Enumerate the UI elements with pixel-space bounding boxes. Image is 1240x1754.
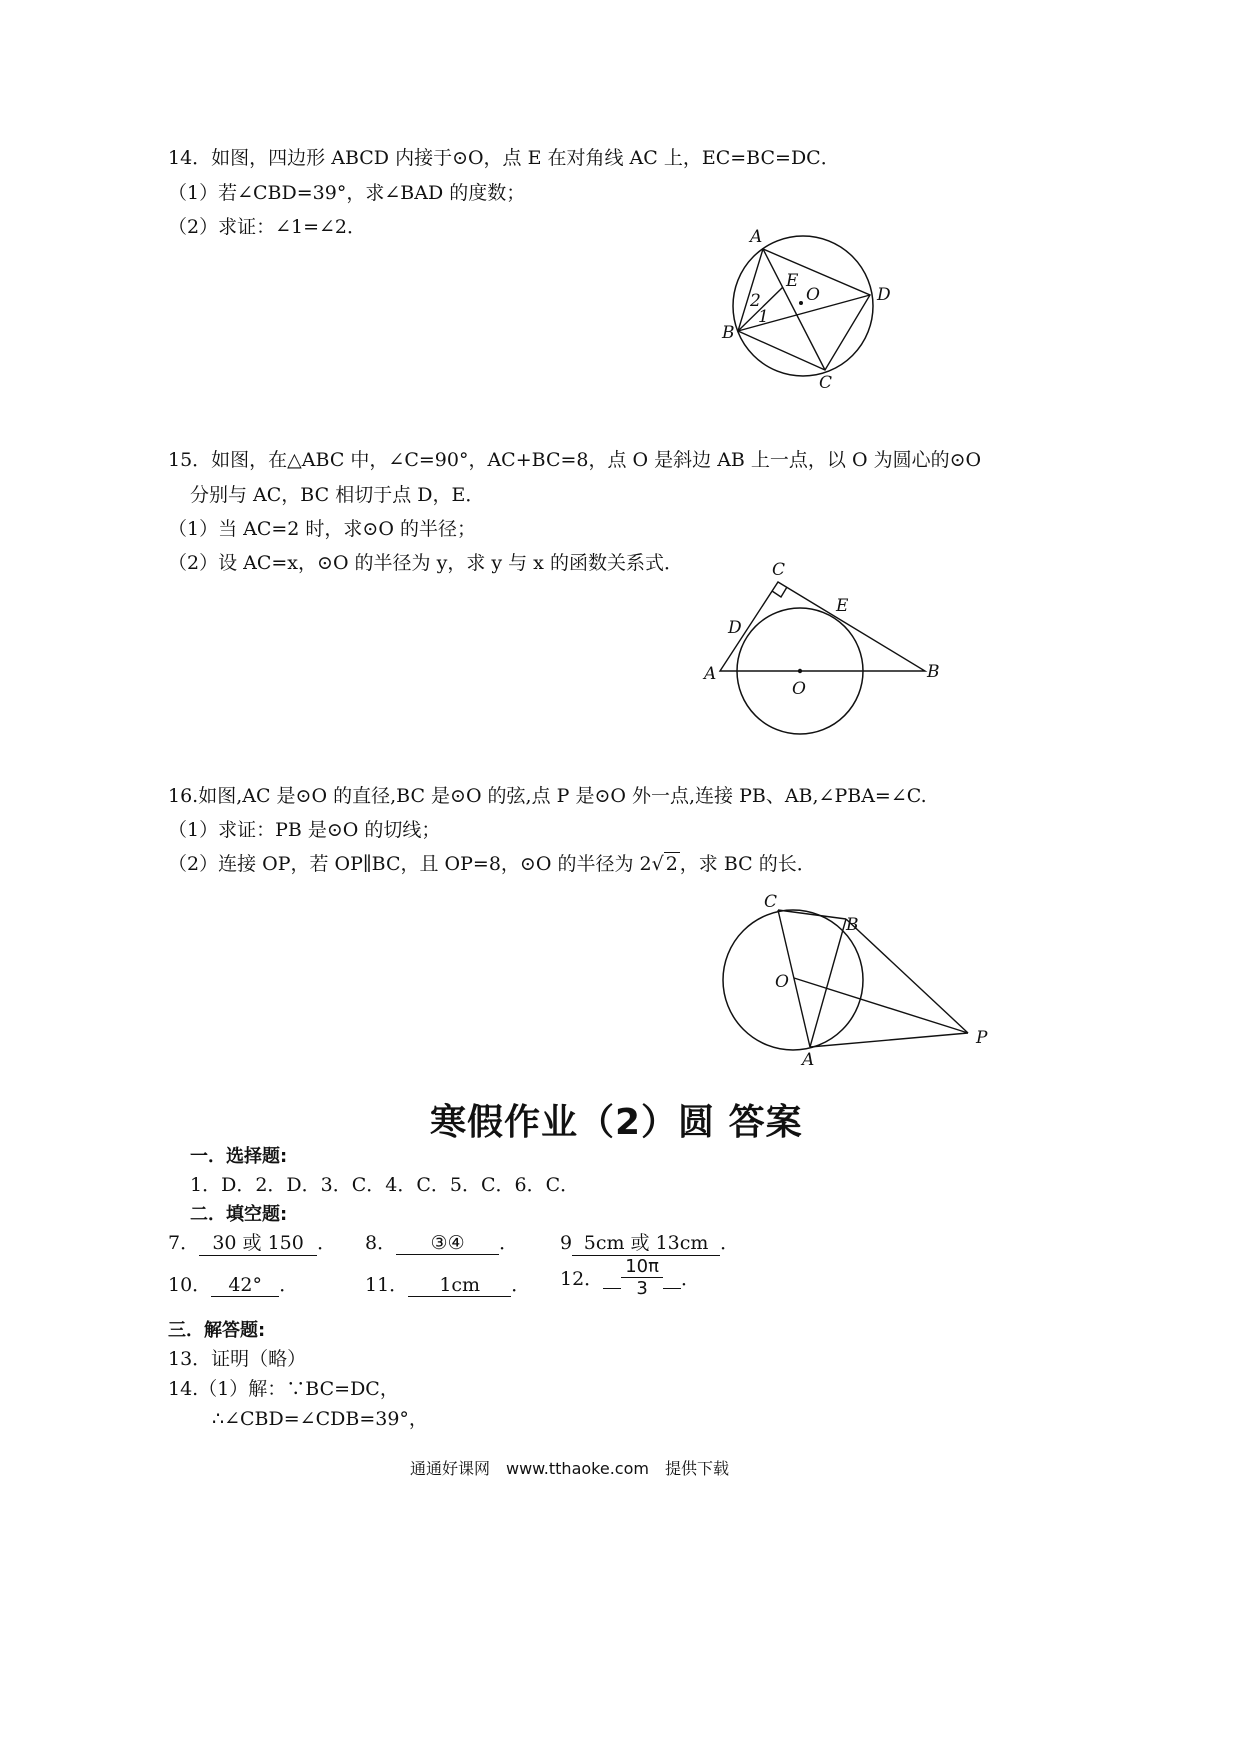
page-footer: 通通好课网 www.tthaoke.com 提供下载	[410, 1459, 729, 1478]
q16-part1: （1）求证：PB 是⊙O 的切线；	[168, 819, 441, 841]
q14-part2: （2）求证：∠1=∠2．	[168, 216, 367, 238]
q15-label-B: B	[927, 662, 940, 682]
answer-11-number: 11．	[365, 1274, 409, 1296]
q14-label-2: 2	[750, 291, 761, 311]
q16-label-A: A	[802, 1050, 815, 1070]
q15-label-C: C	[772, 560, 786, 580]
answer-12-numerator: 10π	[621, 1256, 663, 1278]
q14-label-B: B	[722, 323, 735, 343]
answer-9	[560, 1228, 739, 1256]
answer-8-blank: ③④	[396, 1232, 499, 1255]
q15-label-D: D	[728, 618, 742, 638]
q14-label-1: 1	[758, 307, 769, 327]
q14-label-E: E	[786, 271, 799, 291]
answer-12-fraction	[621, 1256, 663, 1299]
q14-figure	[700, 220, 920, 400]
q15-center-dot	[798, 669, 802, 673]
answer-8-number: 8．	[365, 1232, 397, 1254]
answer-7-blank: 30 或 150	[199, 1228, 317, 1256]
answer-13: 13．证明（略）	[168, 1348, 307, 1370]
section-solution-heading: 三．解答题:	[168, 1320, 266, 1341]
q15-part2: （2）设 AC=x，⊙O 的半径为 y，求 y 与 x 的函数关系式．	[168, 552, 683, 574]
q15-part1: （1）当 AC=2 时，求⊙O 的半径；	[168, 518, 476, 540]
answer-10-dot: ．	[279, 1274, 299, 1296]
section-choice-heading: 一．选择题:	[190, 1146, 288, 1167]
answer-9-number: 9	[560, 1232, 573, 1254]
q16-part2-text-b: ，求 BC 的长．	[679, 853, 816, 875]
answer-8	[365, 1228, 518, 1255]
answer-10	[168, 1270, 298, 1297]
answer-12-blank-left	[603, 1288, 621, 1289]
q16-figure	[700, 885, 1000, 1070]
q14-label-C: C	[819, 373, 833, 393]
q15-triangle	[720, 582, 925, 671]
answer-12	[560, 1256, 700, 1299]
q16-label-O: O	[775, 972, 789, 992]
q16-label-C: C	[764, 892, 778, 912]
answer-12-blank-right	[663, 1288, 681, 1289]
q14-center-dot	[799, 301, 803, 305]
answer-10-blank: 42°	[211, 1274, 279, 1297]
answer-12-denominator: 3	[636, 1278, 648, 1299]
q14-label-D: D	[877, 285, 891, 305]
q16-stem: 16.如图,AC 是⊙O 的直径,BC 是⊙O 的弦,点 P 是⊙O 外一点,连接 PB、AB,∠PBA=∠C.	[168, 785, 927, 807]
q15-label-A: A	[704, 664, 717, 684]
answer-8-dot: ．	[499, 1232, 519, 1254]
q14-part1: （1）若∠CBD=39°，求∠BAD 的度数；	[168, 182, 526, 204]
q16-part2	[168, 849, 816, 876]
choice-answers: 1．D．2．D．3．C．4．C．5．C．6．C．	[190, 1174, 580, 1196]
answer-14-line1: 14.（1）解：∵BC=DC，	[168, 1378, 399, 1400]
answer-9-blank: 5cm 或 13cm	[572, 1228, 720, 1256]
q14-stem: 14．如图，四边形 ABCD 内接于⊙O，点 E 在对角线 AC 上，EC=BC=DC．	[168, 147, 840, 169]
q16-label-B: B	[846, 915, 859, 935]
answer-12-dot: ．	[680, 1268, 700, 1290]
answer-14-line2: ∴∠CBD=∠CDB=39°，	[212, 1408, 428, 1430]
answer-9-dot: ．	[720, 1232, 740, 1254]
q16-part2-text-a: （2）连接 OP，若 OP∥BC，且 OP=8，⊙O 的半径为 2	[168, 853, 652, 875]
q15-label-E: E	[836, 596, 849, 616]
q15-label-O: O	[792, 679, 806, 699]
q16-sqrt-radicand: 2	[665, 853, 678, 875]
answer-11	[365, 1270, 530, 1297]
section-fill-heading: 二．填空题:	[190, 1204, 288, 1225]
answer-11-dot: ．	[511, 1274, 531, 1296]
q14-label-O: O	[806, 285, 820, 305]
q15-stem-a: 15．如图，在△ABC 中，∠C=90°，AC+BC=8，点 O 是斜边 AB 上一点，以 O 为圆心的⊙O	[168, 449, 982, 471]
answer-12-number: 12．	[560, 1268, 604, 1290]
answer-10-number: 10．	[168, 1274, 212, 1296]
sqrt-symbol: √	[651, 853, 664, 875]
answer-7-dot: ．	[317, 1232, 337, 1254]
answer-11-blank: 1cm	[408, 1274, 511, 1297]
answers-title: 寒假作业（2）圆 答案	[430, 1102, 803, 1143]
answer-7	[168, 1228, 336, 1256]
q15-figure	[700, 555, 960, 765]
q16-label-P: P	[976, 1028, 988, 1048]
q15-stem-b: 分别与 AC，BC 相切于点 D，E．	[190, 484, 485, 506]
answer-7-number: 7．	[168, 1232, 200, 1254]
q14-label-A: A	[750, 227, 763, 247]
